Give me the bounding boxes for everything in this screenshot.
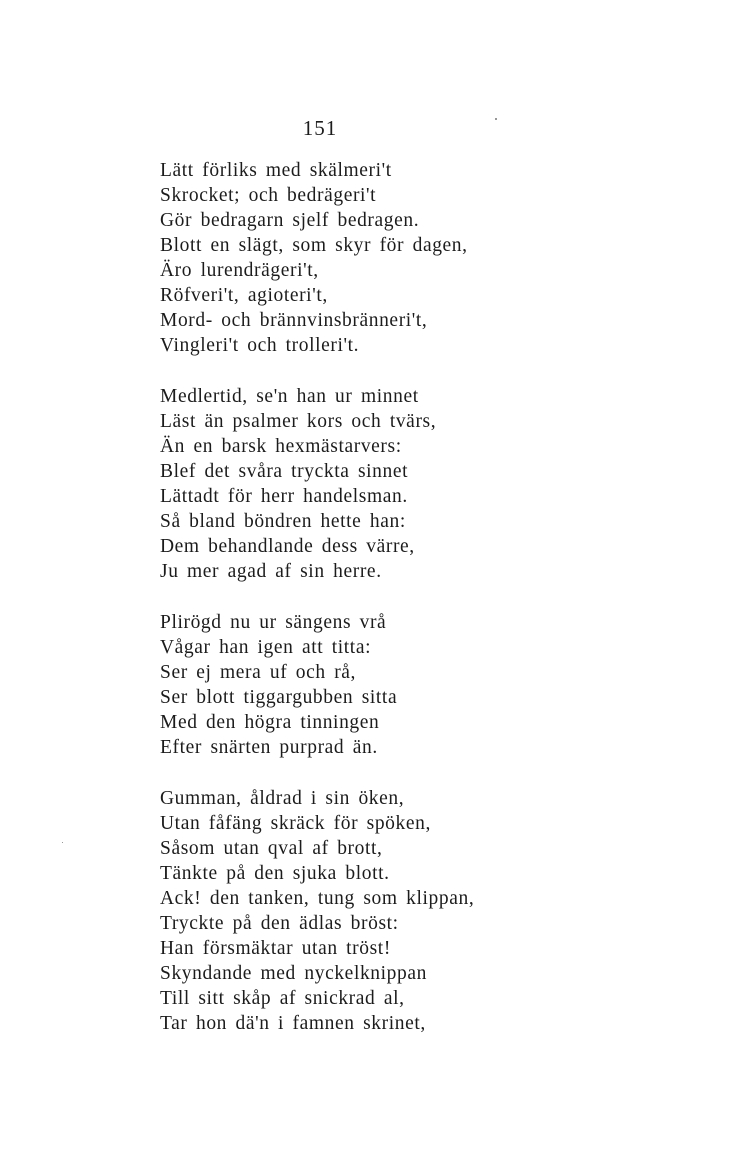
poem-line: Lätt förliks med skälmeri't: [160, 160, 392, 181]
poem-line: Ack! den tanken, tung som klippan,: [160, 888, 475, 909]
stanza-3: [160, 610, 600, 760]
poem-line: Läst än psalmer kors och tvärs,: [160, 411, 437, 432]
poem-line: Ju mer agad af sin herre.: [160, 561, 382, 582]
poem-line: Vågar han igen att titta:: [160, 637, 372, 658]
poem-line: Så bland böndren hette han:: [160, 511, 406, 532]
poem-line: Skyndande med nyckelknippan: [160, 963, 427, 984]
poem-line: Med den högra tinningen: [160, 712, 380, 733]
poem-line: Han försmäktar utan tröst!: [160, 938, 391, 959]
stanza-break: [160, 358, 600, 384]
poem-line: Såsom utan qval af brott,: [160, 838, 383, 859]
poem-line: Dem behandlande dess värre,: [160, 536, 415, 557]
stanza-2: [160, 384, 600, 584]
ink-speck: [62, 842, 63, 843]
poem-line: Vingleri't och trolleri't.: [160, 335, 360, 356]
stanza-break: [160, 584, 600, 610]
poem-line: Tar hon dä'n i famnen skrinet,: [160, 1013, 426, 1034]
ink-speck: [495, 118, 497, 120]
poem-line: Tänkte på den sjuka blott.: [160, 863, 390, 884]
poem-line: Utan fåfäng skräck för spöken,: [160, 813, 431, 834]
poem-line: Ser ej mera uf och rå,: [160, 662, 357, 683]
poem-line: Tryckte på den ädlas bröst:: [160, 913, 399, 934]
poem-line: Mord- och brännvinsbränneri't,: [160, 310, 428, 331]
page-number: 151: [302, 116, 338, 140]
stanza-4: [160, 786, 600, 1036]
poem-line: Medlertid, se'n han ur minnet: [160, 386, 419, 407]
poem-line: Skrocket; och bedrägeri't: [160, 185, 377, 206]
poem-line: Ser blott tiggargubben sitta: [160, 687, 398, 708]
stanza-break: [160, 760, 600, 786]
poem-line: Till sitt skåp af snickrad al,: [160, 988, 405, 1009]
poem-line: Efter snärten purprad än.: [160, 737, 378, 758]
poem-line: Blef det svåra tryckta sinnet: [160, 461, 409, 482]
poem-line: Än en barsk hexmästarvers:: [160, 436, 402, 457]
poem-line: Röfveri't, agioteri't,: [160, 285, 328, 306]
poem: [160, 158, 600, 1036]
stanza-1: [160, 158, 600, 358]
poem-line: Gör bedragarn sjelf bedragen.: [160, 210, 420, 231]
poem-line: Äro lurendrägeri't,: [160, 260, 319, 281]
poem-line: Gumman, åldrad i sin öken,: [160, 788, 405, 809]
poem-line: Lättadt för herr handelsman.: [160, 486, 408, 507]
poem-line: Plirögd nu ur sängens vrå: [160, 612, 387, 633]
poem-line: Blott en slägt, som skyr för dagen,: [160, 235, 468, 256]
